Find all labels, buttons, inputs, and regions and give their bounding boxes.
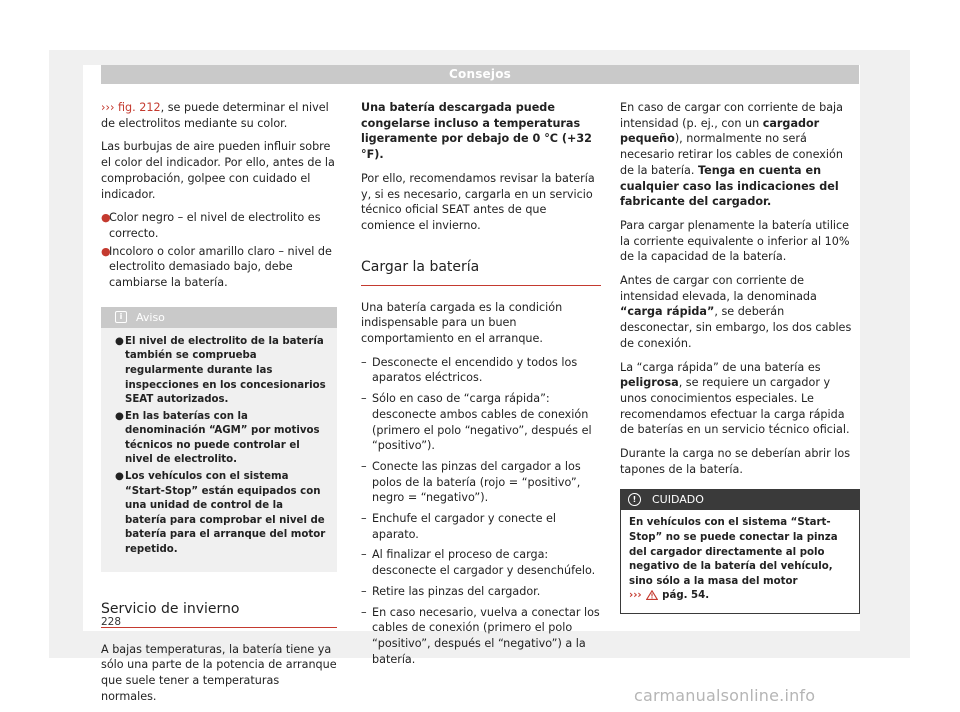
bullet-icon: ● bbox=[115, 471, 124, 483]
list-item-text: Incoloro o color amarillo claro – nivel de electrolito demasiado bajo, debe cambiarse la batería. bbox=[109, 244, 332, 290]
intro-text: , se puede determinar el nivel de electrolitos mediante su color. bbox=[101, 101, 329, 130]
step-item bbox=[361, 584, 601, 600]
column-1 bbox=[101, 100, 337, 712]
bullet-icon: ● bbox=[115, 410, 124, 422]
section-divider bbox=[101, 627, 337, 628]
dash-icon: – bbox=[361, 584, 367, 598]
note-item bbox=[115, 470, 327, 558]
section-title-charging: Cargar la batería bbox=[361, 258, 480, 275]
section-title-winter: Servicio de invierno bbox=[101, 600, 240, 617]
column-3 bbox=[620, 100, 860, 614]
dash-icon: – bbox=[361, 355, 367, 369]
caution-text: En vehículos con el sistema “Start-Stop” no se puede conectar la pinza del cargador directamente al polo negativo de la batería del vehículo, sino sólo a la masa del motor bbox=[629, 517, 838, 587]
note-box bbox=[101, 307, 337, 572]
page-header: Consejos bbox=[101, 65, 859, 84]
ref-arrows: ››› bbox=[101, 101, 118, 114]
text-run-bold: Tenga en cuenta en cualquier caso las indicaciones del fabricante del cargador. bbox=[620, 163, 839, 209]
page-number: 228 bbox=[101, 616, 122, 628]
watermark: carmanualsonline.info bbox=[634, 686, 816, 705]
text-run: En caso de cargar con corriente de baja intensidad (p. ej., con un bbox=[620, 101, 844, 130]
figure-link[interactable]: fig. 212 bbox=[117, 101, 161, 114]
link-arrows: ››› bbox=[629, 590, 642, 602]
note-body bbox=[101, 328, 337, 558]
list-item-text: Color negro – el nivel de electrolito es correcto. bbox=[109, 211, 321, 240]
full-charge-paragraph: Para cargar plenamente la batería utilice la corriente equivalente o inferior al 10% de la capacidad de la batería. bbox=[620, 218, 850, 264]
text-run: Antes de cargar con corriente de intensidad elevada, la denominada bbox=[620, 274, 817, 303]
list-item bbox=[101, 210, 337, 241]
dash-icon: – bbox=[361, 548, 367, 562]
freeze-warning: Una batería descargada puede congelarse incluso a temperaturas ligeramente por debajo de 0 °C (+32 °F). bbox=[361, 101, 592, 162]
note-item-text: En las baterías con la denominación “AGM” por motivos técnicos no puede controlar el nivel de electrolito. bbox=[125, 410, 320, 466]
dash-icon: – bbox=[361, 392, 367, 406]
column-2 bbox=[361, 100, 601, 672]
caution-header bbox=[620, 489, 860, 510]
page-link[interactable]: pág. 54. bbox=[662, 590, 710, 602]
dash-icon: – bbox=[361, 605, 367, 619]
step-text: Al finalizar el proceso de carga: desconecte el cargador y desenchúfelo. bbox=[372, 548, 596, 578]
low-current-paragraph bbox=[620, 100, 860, 210]
winter-recommendation: Por ello, recomendamos revisar la batería y, si es necesario, cargarla en un servicio técnico oficial SEAT antes de que comience el invierno. bbox=[361, 171, 595, 232]
text-run: ), normalmente no será necesario retirar los cables de conexión de la batería. bbox=[620, 132, 843, 177]
list-item bbox=[101, 244, 337, 291]
note-item bbox=[115, 335, 327, 408]
section-divider bbox=[361, 285, 601, 286]
exclamation-circle-icon: ! bbox=[628, 493, 641, 506]
caution-box bbox=[620, 489, 860, 614]
caution-title: CUIDADO bbox=[652, 493, 704, 507]
note-item bbox=[115, 410, 327, 468]
fast-charge-paragraph bbox=[620, 360, 860, 439]
bullet-icon: ● bbox=[101, 211, 111, 225]
text-run-bold: “carga rápida” bbox=[620, 305, 715, 319]
step-text: Conecte las pinzas del cargador a los polos de la batería (rojo = “positivo”, negro = “negativo”). bbox=[372, 459, 581, 505]
paragraph-bubbles: Las burbujas de aire pueden influir sobre el color del indicador. Por ello, antes de la comprobación, golpee con cuidado el indicador. bbox=[101, 140, 335, 201]
note-item-text: Los vehículos con el sistema “Start-Stop” están equipados con una unidad de control de la batería para comprobar el nivel de batería para el arranque del motor repetido. bbox=[125, 471, 326, 556]
step-item bbox=[361, 355, 601, 386]
high-current-paragraph bbox=[620, 273, 860, 352]
winter-paragraph: A bajas temperaturas, la batería tiene ya sólo una parte de la potencia de arranque que suele tener a temperaturas normales. bbox=[101, 642, 337, 703]
bullet-icon: ● bbox=[101, 244, 111, 258]
info-square-icon: i bbox=[115, 311, 127, 323]
step-item bbox=[361, 391, 601, 454]
step-text: Sólo en caso de “carga rápida”: desconecte ambos cables de conexión (primero el polo “negativo”, después el “positivo”). bbox=[372, 392, 592, 453]
text-run: La “carga rápida” de una batería es bbox=[620, 360, 821, 374]
note-header bbox=[101, 307, 337, 328]
text-run: , se requiere un cargador y unos conocimientos especiales. Le recomendamos efectuar la carga rápida de baterías en un servicio técnico oficial. bbox=[620, 376, 850, 437]
step-text: Retire las pinzas del cargador. bbox=[372, 584, 541, 598]
text-run-bold: cargador pequeño bbox=[620, 116, 820, 146]
bullet-icon: ● bbox=[115, 335, 124, 347]
step-text: Enchufe el cargador y conecte el aparato. bbox=[372, 512, 556, 541]
step-text: En caso necesario, vuelva a conectar los cables de conexión (primero el polo “positivo”, después el “negativo”) a la batería. bbox=[372, 605, 600, 666]
caution-body bbox=[620, 510, 860, 614]
text-run-bold: peligrosa bbox=[620, 376, 679, 390]
step-item bbox=[361, 459, 601, 506]
step-item bbox=[361, 547, 601, 578]
step-text: Desconecte el encendido y todos los aparatos eléctricos. bbox=[372, 355, 578, 385]
dash-icon: – bbox=[361, 512, 367, 526]
charging-intro: Una batería cargada es la condición indispensable para un buen comportamiento en el arranque. bbox=[361, 300, 563, 346]
intro-paragraph bbox=[101, 100, 337, 131]
warning-triangle-icon bbox=[646, 590, 658, 600]
step-item bbox=[361, 605, 601, 668]
dash-icon: – bbox=[361, 459, 367, 473]
text-run: , se deberán desconectar, sin embargo, los dos cables de conexión. bbox=[620, 305, 852, 350]
step-item bbox=[361, 511, 601, 542]
caps-paragraph: Durante la carga no se deberían abrir los tapones de la batería. bbox=[620, 447, 851, 476]
note-item-text: El nivel de electrolito de la batería también se comprueba regularmente durante las inspecciones en los concesionarios SEAT autorizados. bbox=[125, 335, 326, 406]
note-title: Aviso bbox=[136, 310, 165, 324]
